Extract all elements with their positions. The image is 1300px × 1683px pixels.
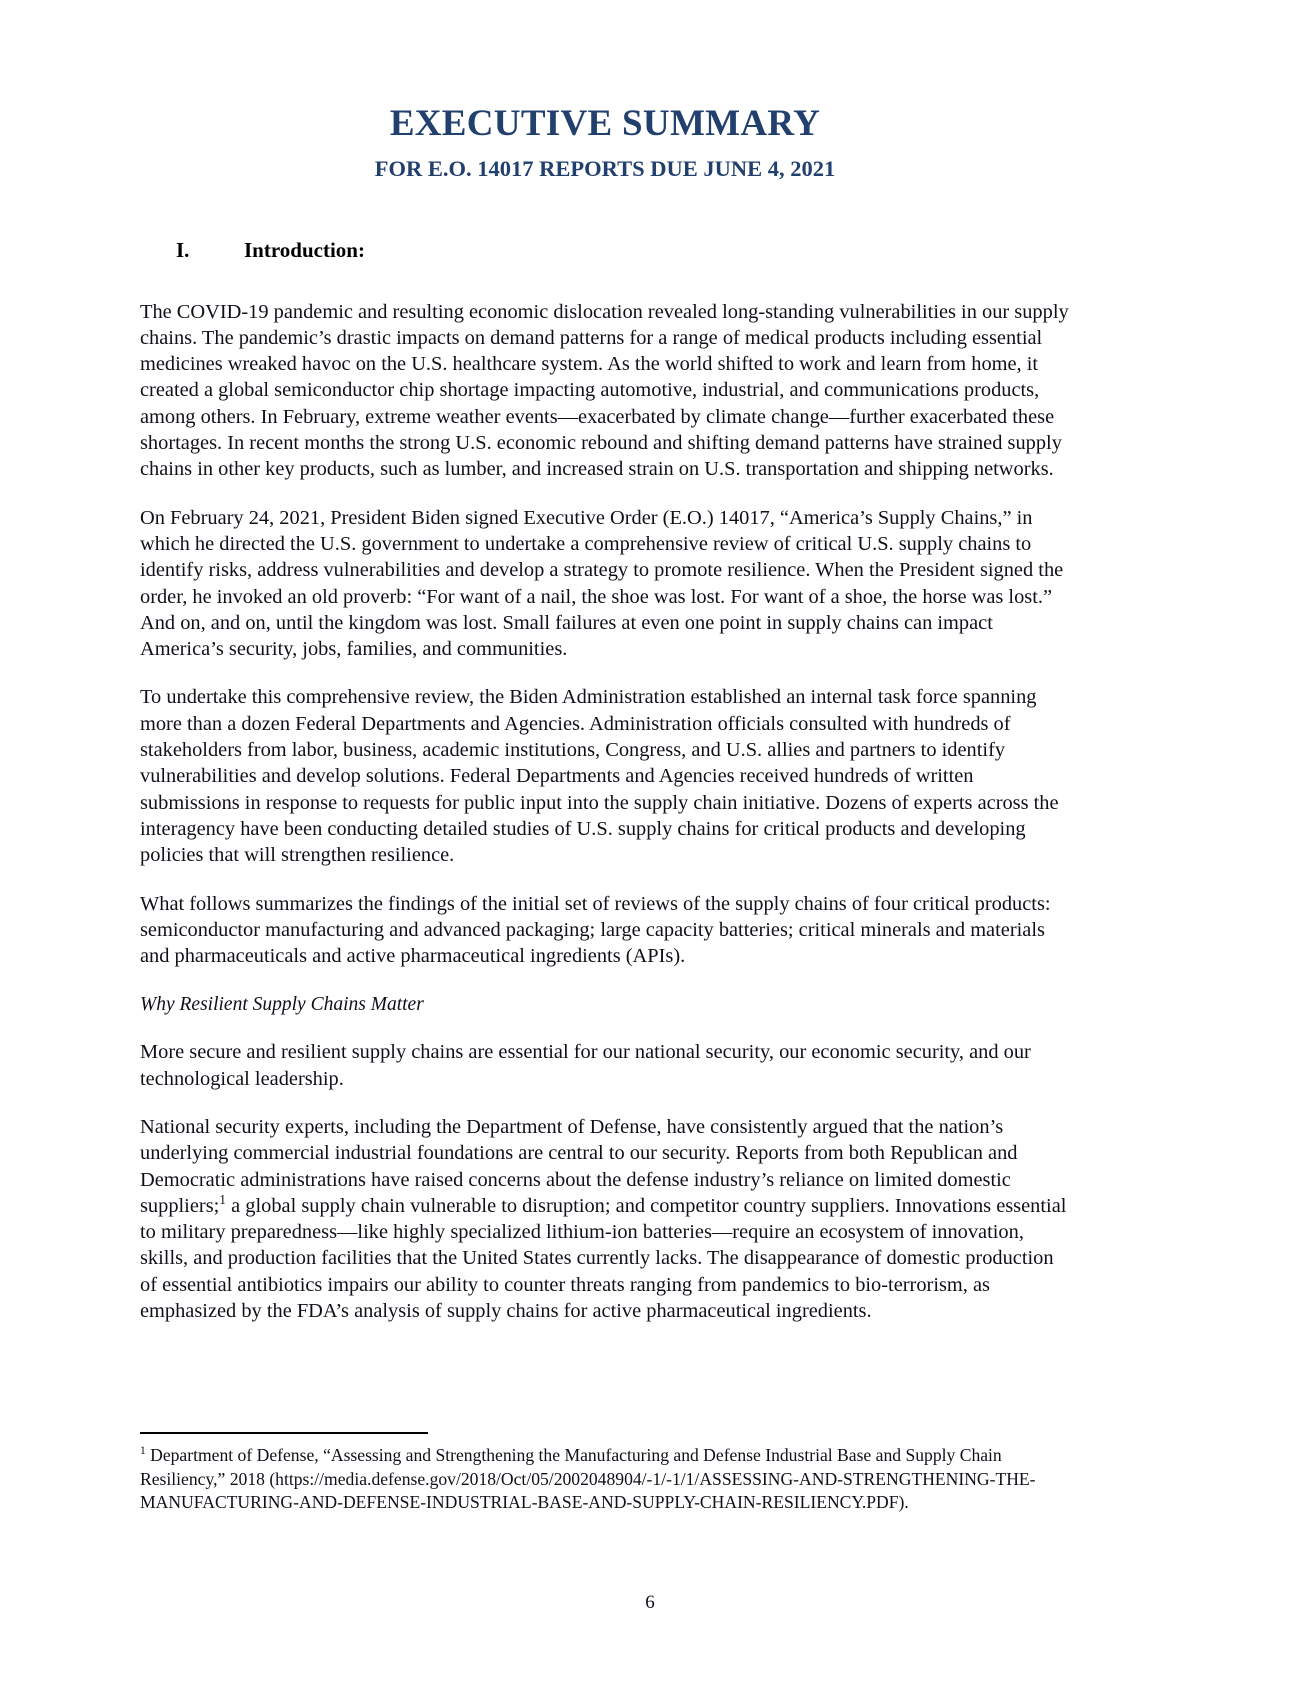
paragraph-task-force: To undertake this comprehensive review, the Biden Administration established an internal task force spanning more than a dozen Federal Departments and Agencies. Administration officials consulted with hundreds of stakeholders from labor, business, academic institutions, Congress, and U.S. allies and partners to identify vulnerabilities and develop solutions. Federal Departments and Agencies received hundreds of written submissions in response to requests for public input into the supply chain initiative. Dozens of experts across the interagency have been conducting detailed studies of U.S. supply chains for critical products and developing policies that will strengthen resilience. <box>140 686 1059 867</box>
page-title: EXECUTIVE SUMMARY <box>389 103 821 144</box>
page-content <box>140 0 1070 1324</box>
footnote-separator-rule <box>140 1432 428 1434</box>
page-number: 6 <box>645 1592 655 1613</box>
section-label: Introduction: <box>244 237 365 262</box>
footnote-1-text: Department of Defense, “Assessing and Strengthening the Manufacturing and Defense Industrial Base and Supply Chain Resiliency,” 2018 (https://media.defense.gov/2018/Oct/05/2002048904/-1/-1/1/ASSESSING-AND-STRENGTHENING-THE-MANUFACTURING-AND-DEFENSE-INDUSTRIAL-BASE-AND-SUPPLY-CHAIN-RESILIENCY.PDF). <box>140 1445 1036 1512</box>
section-heading <box>140 182 1070 263</box>
paragraph-intro-pandemic: The COVID-19 pandemic and resulting economic dislocation revealed long-standing vulnerabilities in our supply chains. The pandemic’s drastic impacts on demand patterns for a range of medical products including essential medicines wreaked havoc on the U.S. healthcare system. As the world shifted to work and learn from home, it created a global semiconductor chip shortage impacting automotive, industrial, and communications products, among others. In February, extreme weather events—exacerbated by climate change—further exacerbated these shortages. In recent months the strong U.S. economic rebound and shifting demand patterns have strained supply chains in other key products, such as lumber, and increased strain on U.S. transportation and shipping networks. <box>140 300 1069 481</box>
paragraph-national-security-part-b: a global supply chain vulnerable to disruption; and competitor country suppliers. Innovations essential to military preparedness—like highly specialized lithium-ion batteries—require an ecosystem of innovation, skills, and production facilities that the United States currently lacks. The disappearance of domestic production of essential antibiotics impairs our ability to counter threats ranging from pandemics to bio-terrorism, as emphasized by the FDA’s analysis of supply chains for active pharmaceutical ingredients. <box>140 1194 1067 1323</box>
paragraph-four-products: What follows summarizes the findings of the initial set of reviews of the supply chains of four critical products: semiconductor manufacturing and advanced packaging; large capacity batteries; critical minerals and materials and pharmaceuticals and active pharmaceutical ingredients (APIs). <box>140 892 1051 968</box>
footnote-marker-1: 1 <box>140 1445 146 1458</box>
subheading-why-resilient: Why Resilient Supply Chains Matter <box>140 994 424 1016</box>
paragraph-national-security <box>140 1092 1070 1324</box>
section-number: I. <box>176 237 190 262</box>
footnote-section <box>140 1432 1070 1515</box>
footnote-reference-1[interactable]: 1 <box>219 1192 227 1208</box>
footnote-1 <box>140 1444 1070 1515</box>
paragraph-more-secure: More secure and resilient supply chains are essential for our national security, our economic security, and our technological leadership. <box>140 1041 1031 1090</box>
page-subtitle: FOR E.O. 14017 REPORTS DUE JUNE 4, 2021 <box>374 155 836 181</box>
paragraph-executive-order: On February 24, 2021, President Biden signed Executive Order (E.O.) 14017, “America’s Supply Chains,” in which he directed the U.S. government to undertake a comprehensive review of critical U.S. supply chains to identify risks, address vulnerabilities and develop a strategy to promote resilience. When the President signed the order, he invoked an old proverb: “For want of a nail, the shoe was lost. For want of a shoe, the horse was lost.” And on, and on, until the kingdom was lost. Small failures at even one point in supply chains can impact America’s security, jobs, families, and communities. <box>140 506 1064 661</box>
paragraph-national-security-part-a: National security experts, including the Department of Defense, have consistently argued that the nation’s underlying commercial industrial foundations are central to our security. Reports from both Republican and Democratic administrations have raised concerns about the defense industry’s reliance on limited domestic suppliers; <box>140 1115 1018 1217</box>
